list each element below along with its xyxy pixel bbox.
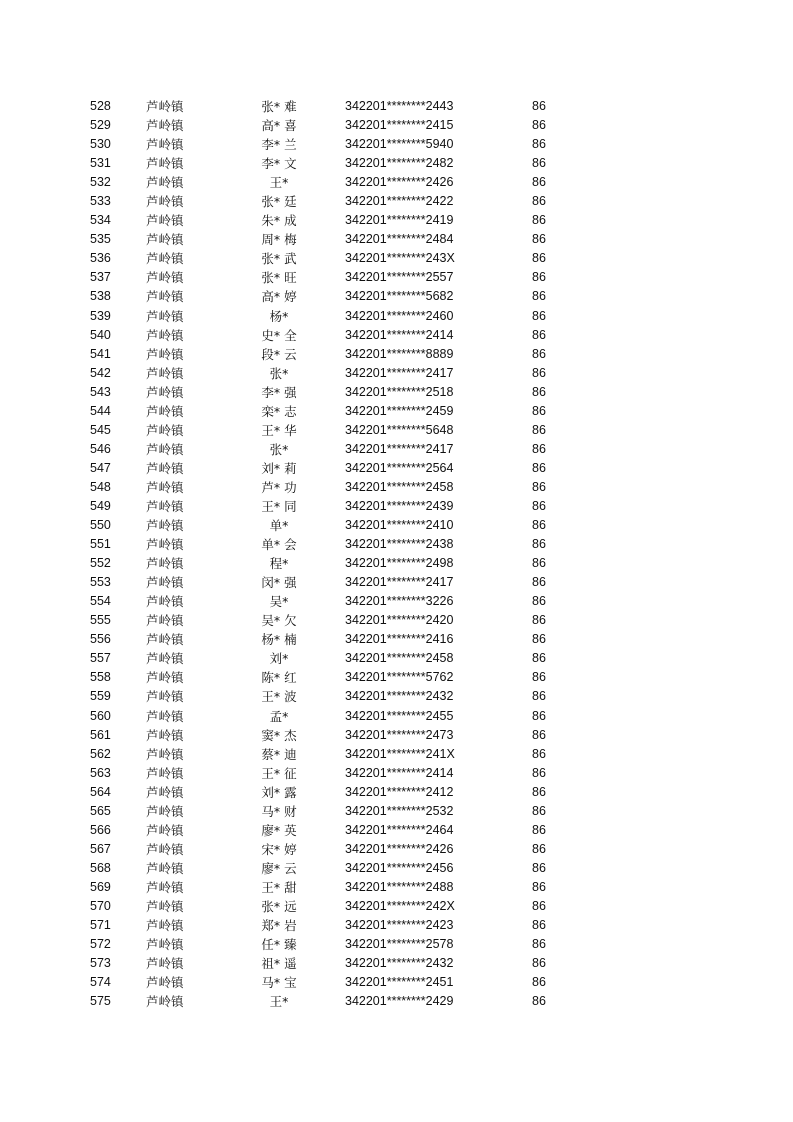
name-cell: 朱* 成 — [261, 213, 297, 229]
town-cell: 芦岭镇 — [146, 346, 184, 362]
score-cell: 86 — [532, 994, 546, 1009]
score-cell: 86 — [532, 613, 546, 628]
table-row — [0, 668, 793, 687]
name-cell: 王* 华 — [261, 422, 297, 438]
score-cell: 86 — [532, 232, 546, 247]
id-number-cell: 342201********243X — [345, 251, 455, 266]
id-number-cell: 342201********2532 — [345, 803, 454, 818]
row-number: 574 — [90, 975, 111, 990]
town-cell: 芦岭镇 — [146, 708, 184, 724]
id-number-cell: 342201********2473 — [345, 727, 454, 742]
score-cell: 86 — [532, 956, 546, 971]
town-cell: 芦岭镇 — [146, 441, 184, 457]
town-cell: 芦岭镇 — [146, 879, 184, 895]
town-cell: 芦岭镇 — [146, 308, 184, 324]
town-cell: 芦岭镇 — [146, 251, 184, 267]
score-cell: 86 — [532, 879, 546, 894]
name-cell: 史* 全 — [261, 327, 297, 343]
name-cell: 杨* 楠 — [261, 632, 297, 648]
score-cell: 86 — [532, 346, 546, 361]
table-row — [0, 611, 793, 630]
score-cell: 86 — [532, 384, 546, 399]
row-number: 572 — [90, 937, 111, 952]
row-number: 546 — [90, 441, 111, 456]
score-cell: 86 — [532, 327, 546, 342]
table-row — [0, 535, 793, 554]
id-number-cell: 342201********3226 — [345, 594, 454, 609]
score-cell: 86 — [532, 460, 546, 475]
row-number: 561 — [90, 727, 111, 742]
id-number-cell: 342201********241X — [345, 746, 455, 761]
town-cell: 芦岭镇 — [146, 956, 184, 972]
row-number: 567 — [90, 841, 111, 856]
town-cell: 芦岭镇 — [146, 689, 184, 705]
table-row — [0, 649, 793, 668]
name-cell: 张* 远 — [261, 898, 297, 914]
score-cell: 86 — [532, 822, 546, 837]
town-cell: 芦岭镇 — [146, 746, 184, 762]
score-cell: 86 — [532, 194, 546, 209]
table-row — [0, 764, 793, 783]
row-number: 571 — [90, 918, 111, 933]
table-row — [0, 726, 793, 745]
table-row — [0, 135, 793, 154]
id-number-cell: 342201********2432 — [345, 689, 454, 704]
table-row — [0, 307, 793, 326]
id-number-cell: 342201********2484 — [345, 232, 454, 247]
name-cell: 张* — [269, 365, 289, 381]
score-cell: 86 — [532, 556, 546, 571]
name-cell: 廖* 云 — [261, 860, 297, 876]
name-cell: 王* 征 — [261, 765, 297, 781]
town-cell: 芦岭镇 — [146, 975, 184, 991]
row-number: 568 — [90, 860, 111, 875]
name-cell: 任* 臻 — [261, 937, 297, 953]
table-row — [0, 516, 793, 535]
town-cell: 芦岭镇 — [146, 594, 184, 610]
town-cell: 芦岭镇 — [146, 822, 184, 838]
score-cell: 86 — [532, 860, 546, 875]
row-number: 540 — [90, 327, 111, 342]
name-cell: 段* 云 — [261, 346, 297, 362]
town-cell: 芦岭镇 — [146, 556, 184, 572]
record-table — [0, 97, 793, 1011]
table-row — [0, 402, 793, 421]
score-cell: 86 — [532, 689, 546, 704]
id-number-cell: 342201********5762 — [345, 670, 454, 685]
table-row — [0, 230, 793, 249]
id-number-cell: 342201********2416 — [345, 632, 454, 647]
score-cell: 86 — [532, 308, 546, 323]
table-row — [0, 192, 793, 211]
town-cell: 芦岭镇 — [146, 670, 184, 686]
town-cell: 芦岭镇 — [146, 270, 184, 286]
table-row — [0, 992, 793, 1011]
name-cell: 马* 宝 — [261, 975, 297, 991]
id-number-cell: 342201********2438 — [345, 537, 454, 552]
table-row — [0, 421, 793, 440]
score-cell: 86 — [532, 441, 546, 456]
id-number-cell: 342201********2417 — [345, 575, 454, 590]
name-cell: 李* 文 — [261, 156, 297, 172]
name-cell: 王* 同 — [261, 498, 297, 514]
town-cell: 芦岭镇 — [146, 194, 184, 210]
id-number-cell: 342201********2422 — [345, 194, 454, 209]
town-cell: 芦岭镇 — [146, 937, 184, 953]
id-number-cell: 342201********2423 — [345, 918, 454, 933]
name-cell: 刘* 露 — [261, 784, 297, 800]
row-number: 564 — [90, 784, 111, 799]
name-cell: 栾* 志 — [261, 403, 297, 419]
score-cell: 86 — [532, 975, 546, 990]
id-number-cell: 342201********5682 — [345, 289, 454, 304]
row-number: 573 — [90, 956, 111, 971]
row-number: 550 — [90, 518, 111, 533]
id-number-cell: 342201********2420 — [345, 613, 454, 628]
table-row — [0, 287, 793, 306]
id-number-cell: 342201********2557 — [345, 270, 454, 285]
town-cell: 芦岭镇 — [146, 632, 184, 648]
table-row — [0, 592, 793, 611]
id-number-cell: 342201********2459 — [345, 403, 454, 418]
name-cell: 闵* 强 — [261, 575, 297, 591]
town-cell: 芦岭镇 — [146, 422, 184, 438]
table-row — [0, 954, 793, 973]
table-row — [0, 745, 793, 764]
id-number-cell: 342201********2578 — [345, 937, 454, 952]
town-cell: 芦岭镇 — [146, 860, 184, 876]
table-row — [0, 154, 793, 173]
score-cell: 86 — [532, 118, 546, 133]
row-number: 541 — [90, 346, 111, 361]
town-cell: 芦岭镇 — [146, 175, 184, 191]
table-row — [0, 383, 793, 402]
id-number-cell: 342201********2464 — [345, 822, 454, 837]
id-number-cell: 342201********2429 — [345, 994, 454, 1009]
row-number: 552 — [90, 556, 111, 571]
row-number: 537 — [90, 270, 111, 285]
id-number-cell: 342201********2443 — [345, 99, 454, 113]
score-cell: 86 — [532, 537, 546, 552]
id-number-cell: 342201********2415 — [345, 118, 454, 133]
score-cell: 86 — [532, 365, 546, 380]
id-number-cell: 342201********8889 — [345, 346, 454, 361]
town-cell: 芦岭镇 — [146, 99, 184, 114]
row-number: 543 — [90, 384, 111, 399]
score-cell: 86 — [532, 137, 546, 152]
name-cell: 芦* 功 — [261, 479, 297, 495]
name-cell: 高* 喜 — [261, 118, 297, 134]
score-cell: 86 — [532, 708, 546, 723]
name-cell: 王* 甜 — [261, 879, 297, 895]
score-cell: 86 — [532, 575, 546, 590]
name-cell: 马* 财 — [261, 803, 297, 819]
id-number-cell: 342201********2564 — [345, 460, 454, 475]
score-cell: 86 — [532, 498, 546, 513]
row-number: 566 — [90, 822, 111, 837]
id-number-cell: 342201********2417 — [345, 365, 454, 380]
name-cell: 王* — [269, 994, 289, 1010]
table-row — [0, 859, 793, 878]
row-number: 531 — [90, 156, 111, 171]
row-number: 548 — [90, 479, 111, 494]
table-row — [0, 687, 793, 706]
row-number: 570 — [90, 898, 111, 913]
town-cell: 芦岭镇 — [146, 118, 184, 134]
name-cell: 刘* 莉 — [261, 460, 297, 476]
town-cell: 芦岭镇 — [146, 898, 184, 914]
score-cell: 86 — [532, 213, 546, 228]
score-cell: 86 — [532, 175, 546, 190]
town-cell: 芦岭镇 — [146, 727, 184, 743]
score-cell: 86 — [532, 251, 546, 266]
town-cell: 芦岭镇 — [146, 156, 184, 172]
score-cell: 86 — [532, 937, 546, 952]
score-cell: 86 — [532, 156, 546, 171]
table-row — [0, 821, 793, 840]
name-cell: 陈* 红 — [261, 670, 297, 686]
town-cell: 芦岭镇 — [146, 651, 184, 667]
table-row — [0, 440, 793, 459]
table-row — [0, 345, 793, 364]
table-row — [0, 459, 793, 478]
score-cell: 86 — [532, 289, 546, 304]
name-cell: 宋* 婷 — [261, 841, 297, 857]
table-row — [0, 878, 793, 897]
row-number: 563 — [90, 765, 111, 780]
row-number: 534 — [90, 213, 111, 228]
row-number: 530 — [90, 137, 111, 152]
id-number-cell: 342201********2417 — [345, 441, 454, 456]
table-row — [0, 364, 793, 383]
id-number-cell: 342201********2482 — [345, 156, 454, 171]
id-number-cell: 342201********2458 — [345, 651, 454, 666]
score-cell: 86 — [532, 727, 546, 742]
score-cell: 86 — [532, 422, 546, 437]
town-cell: 芦岭镇 — [146, 613, 184, 629]
score-cell: 86 — [532, 765, 546, 780]
id-number-cell: 342201********5648 — [345, 422, 454, 437]
row-number: 547 — [90, 460, 111, 475]
town-cell: 芦岭镇 — [146, 232, 184, 248]
row-number: 562 — [90, 746, 111, 761]
town-cell: 芦岭镇 — [146, 518, 184, 534]
id-number-cell: 342201********2410 — [345, 518, 454, 533]
id-number-cell: 342201********2439 — [345, 498, 454, 513]
name-cell: 王* 波 — [261, 689, 297, 705]
row-number: 555 — [90, 613, 111, 628]
score-cell: 86 — [532, 632, 546, 647]
name-cell: 孟* — [269, 708, 289, 724]
town-cell: 芦岭镇 — [146, 841, 184, 857]
id-number-cell: 342201********5940 — [345, 137, 454, 152]
town-cell: 芦岭镇 — [146, 365, 184, 381]
score-cell: 86 — [532, 841, 546, 856]
table-row — [0, 478, 793, 497]
row-number: 535 — [90, 232, 111, 247]
row-number: 529 — [90, 118, 111, 133]
table-row — [0, 173, 793, 192]
table-row — [0, 916, 793, 935]
town-cell: 芦岭镇 — [146, 213, 184, 229]
name-cell: 周* 梅 — [261, 232, 297, 248]
score-cell: 86 — [532, 898, 546, 913]
name-cell: 刘* — [269, 651, 289, 667]
table-row — [0, 935, 793, 954]
score-cell: 86 — [532, 670, 546, 685]
name-cell: 祖* 遥 — [261, 956, 297, 972]
name-cell: 张* 武 — [261, 251, 297, 267]
row-number: 542 — [90, 365, 111, 380]
name-cell: 单* — [269, 518, 289, 534]
town-cell: 芦岭镇 — [146, 575, 184, 591]
id-number-cell: 342201********2414 — [345, 765, 454, 780]
row-number: 554 — [90, 594, 111, 609]
id-number-cell: 342201********2412 — [345, 784, 454, 799]
name-cell: 吴* 欠 — [261, 613, 297, 629]
score-cell: 86 — [532, 784, 546, 799]
town-cell: 芦岭镇 — [146, 289, 184, 305]
table-row — [0, 707, 793, 726]
table-row — [0, 840, 793, 859]
id-number-cell: 342201********2518 — [345, 384, 454, 399]
table-row — [0, 973, 793, 992]
name-cell: 吴* — [269, 594, 289, 610]
id-number-cell: 342201********242X — [345, 898, 455, 913]
name-cell: 廖* 英 — [261, 822, 297, 838]
name-cell: 郑* 岩 — [261, 918, 297, 934]
name-cell: 程* — [269, 556, 289, 572]
id-number-cell: 342201********2458 — [345, 479, 454, 494]
row-number: 539 — [90, 308, 111, 323]
name-cell: 王* — [269, 175, 289, 191]
table-row — [0, 802, 793, 821]
score-cell: 86 — [532, 803, 546, 818]
id-number-cell: 342201********2498 — [345, 556, 454, 571]
table-row — [0, 211, 793, 230]
table-row — [0, 554, 793, 573]
row-number: 575 — [90, 994, 111, 1009]
row-number: 533 — [90, 194, 111, 209]
town-cell: 芦岭镇 — [146, 765, 184, 781]
town-cell: 芦岭镇 — [146, 498, 184, 514]
name-cell: 张* 廷 — [261, 194, 297, 210]
table-row — [0, 116, 793, 135]
id-number-cell: 342201********2426 — [345, 175, 454, 190]
row-number: 551 — [90, 537, 111, 552]
name-cell: 窦* 杰 — [261, 727, 297, 743]
score-cell: 86 — [532, 518, 546, 533]
id-number-cell: 342201********2451 — [345, 975, 454, 990]
town-cell: 芦岭镇 — [146, 479, 184, 495]
table-row — [0, 268, 793, 287]
name-cell: 张* 难 — [261, 99, 297, 114]
name-cell: 张* 旺 — [261, 270, 297, 286]
table-row — [0, 497, 793, 516]
table-row — [0, 783, 793, 802]
score-cell: 86 — [532, 746, 546, 761]
table-row — [0, 897, 793, 916]
table-row — [0, 630, 793, 649]
name-cell: 单* 会 — [261, 537, 297, 553]
id-number-cell: 342201********2455 — [345, 708, 454, 723]
table-row — [0, 326, 793, 345]
score-cell: 86 — [532, 594, 546, 609]
town-cell: 芦岭镇 — [146, 537, 184, 553]
name-cell: 杨* — [269, 308, 289, 324]
id-number-cell: 342201********2426 — [345, 841, 454, 856]
id-number-cell: 342201********2456 — [345, 860, 454, 875]
town-cell: 芦岭镇 — [146, 803, 184, 819]
name-cell: 张* — [269, 441, 289, 457]
id-number-cell: 342201********2460 — [345, 308, 454, 323]
town-cell: 芦岭镇 — [146, 327, 184, 343]
name-cell: 李* 兰 — [261, 137, 297, 153]
town-cell: 芦岭镇 — [146, 403, 184, 419]
row-number: 560 — [90, 708, 111, 723]
row-number: 545 — [90, 422, 111, 437]
row-number: 556 — [90, 632, 111, 647]
row-number: 558 — [90, 670, 111, 685]
row-number: 544 — [90, 403, 111, 418]
row-number: 565 — [90, 803, 111, 818]
name-cell: 蔡* 迪 — [261, 746, 297, 762]
row-number: 553 — [90, 575, 111, 590]
town-cell: 芦岭镇 — [146, 460, 184, 476]
row-number: 538 — [90, 289, 111, 304]
row-number: 559 — [90, 689, 111, 704]
score-cell: 86 — [532, 270, 546, 285]
town-cell: 芦岭镇 — [146, 784, 184, 800]
town-cell: 芦岭镇 — [146, 137, 184, 153]
row-number: 528 — [90, 99, 111, 113]
id-number-cell: 342201********2488 — [345, 879, 454, 894]
row-number: 532 — [90, 175, 111, 190]
table-row — [0, 573, 793, 592]
row-number: 549 — [90, 498, 111, 513]
score-cell: 86 — [532, 918, 546, 933]
town-cell: 芦岭镇 — [146, 384, 184, 400]
name-cell: 李* 强 — [261, 384, 297, 400]
id-number-cell: 342201********2419 — [345, 213, 454, 228]
score-cell: 86 — [532, 479, 546, 494]
score-cell: 86 — [532, 403, 546, 418]
score-cell: 86 — [532, 651, 546, 666]
id-number-cell: 342201********2414 — [345, 327, 454, 342]
row-number: 569 — [90, 879, 111, 894]
row-number: 557 — [90, 651, 111, 666]
name-cell: 高* 婷 — [261, 289, 297, 305]
table-row — [0, 249, 793, 268]
row-number: 536 — [90, 251, 111, 266]
town-cell: 芦岭镇 — [146, 918, 184, 934]
id-number-cell: 342201********2432 — [345, 956, 454, 971]
town-cell: 芦岭镇 — [146, 994, 184, 1010]
table-row — [0, 97, 793, 116]
score-cell: 86 — [532, 99, 546, 113]
